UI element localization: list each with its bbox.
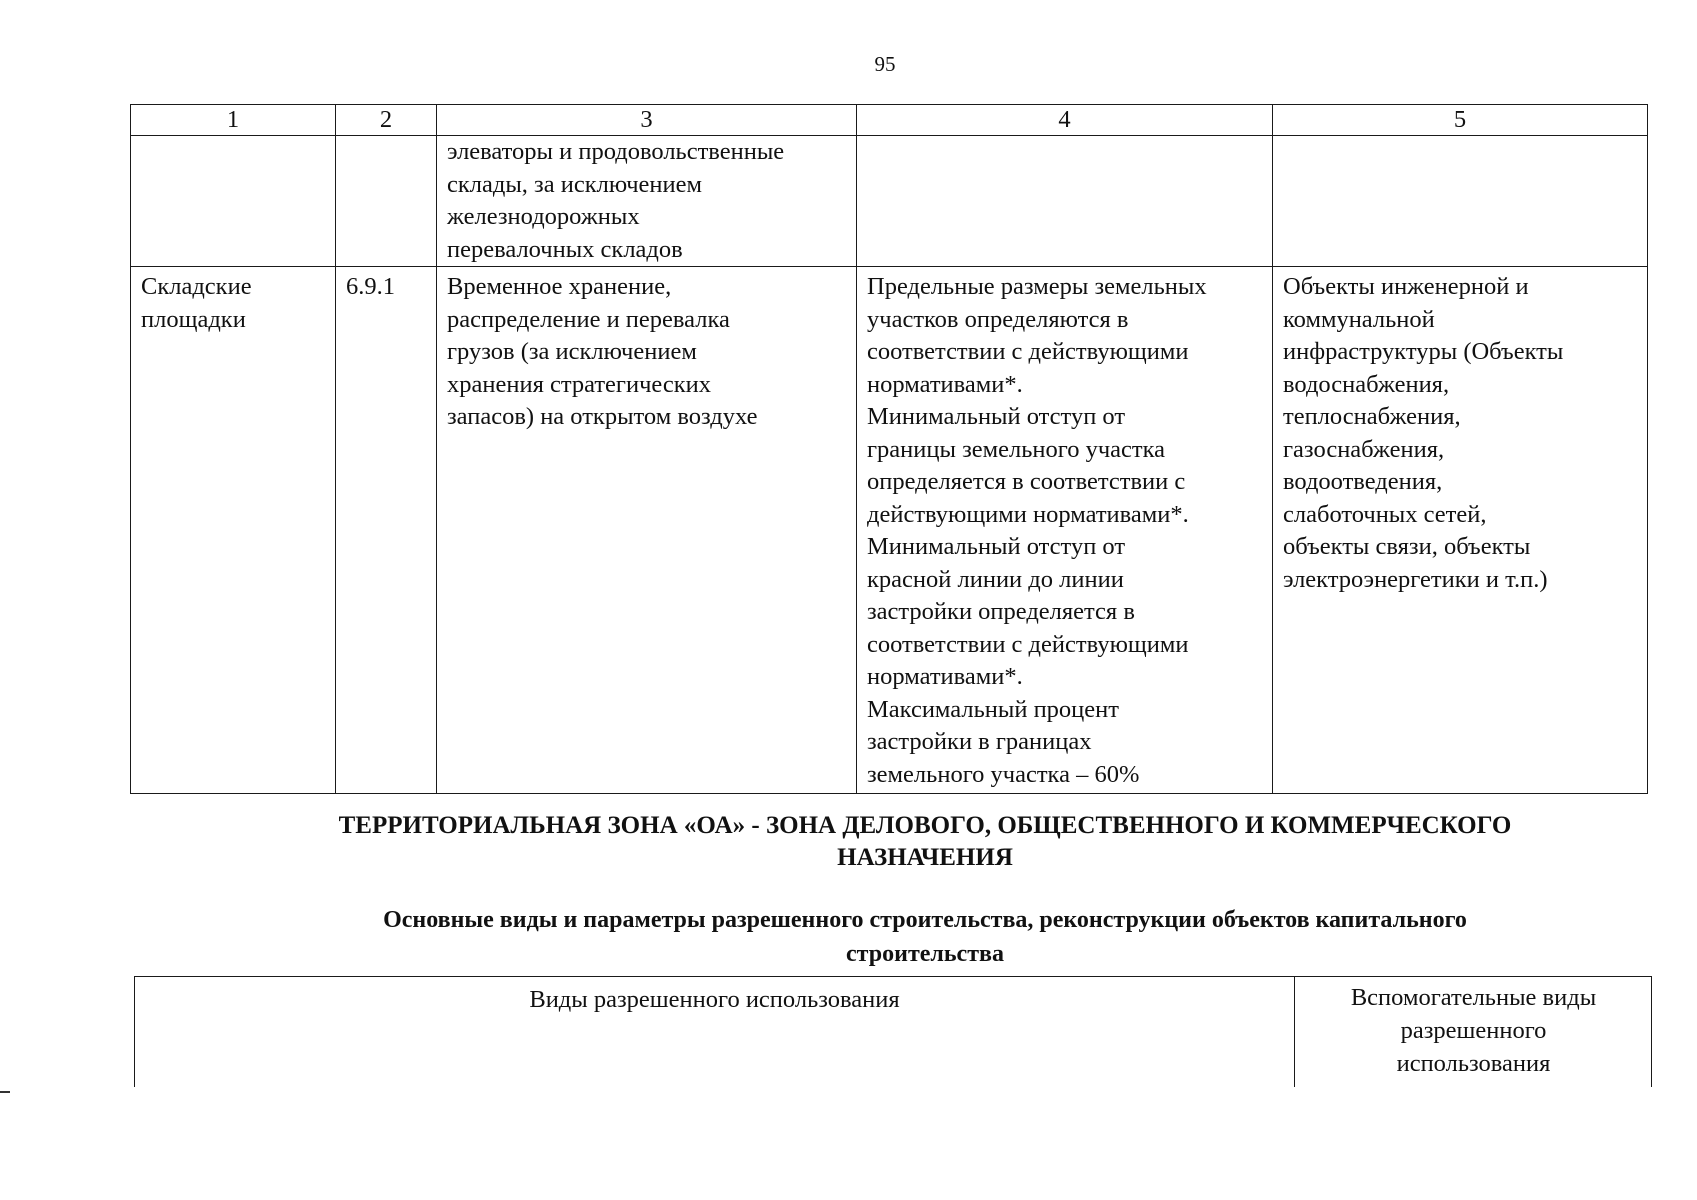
cell-use-code: [336, 136, 437, 267]
cell-auxiliary-uses: [1273, 136, 1648, 267]
column-header-2: 2: [336, 105, 437, 136]
cell-use-description: элеваторы и продовольственные склады, за исключением железнодорожных перевалочных складов: [437, 136, 857, 267]
column-header-1: 1: [131, 105, 336, 136]
cell-use-description: Временное хранение, распределение и перевалка грузов (за исключением хранения стратегических запасов) на открытом воздухе: [437, 267, 857, 794]
section-title: Основные виды и параметры разрешенного строительства, реконструкции объектов капитального строительства: [383, 907, 1467, 967]
main-uses-table: [134, 976, 1652, 1087]
cell-auxiliary-uses: Объекты инженерной и коммунальной инфраструктуры (Объекты водоснабжения, теплоснабжения, газоснабжения, водоотведения, слаботочных сетей, объекты связи, объекты электроэнергетики и т.п.): [1273, 267, 1648, 794]
zone-title: ТЕРРИТОРИАЛЬНАЯ ЗОНА «ОА» - ЗОНА ДЕЛОВОГО, ОБЩЕСТВЕННОГО И КОММЕРЧЕСКОГО НАЗНАЧЕНИЯ: [338, 812, 1512, 871]
cell-use-name: [131, 136, 336, 267]
column-header-permitted-uses: Виды разрешенного использования: [135, 977, 1295, 1087]
cell-use-name: Складские площадки: [131, 267, 336, 794]
permitted-use-table: [130, 104, 1648, 794]
table-header-row: [131, 105, 1648, 136]
cell-parameters: [857, 136, 1273, 267]
column-header-5: 5: [1273, 105, 1648, 136]
table-row: [131, 267, 1648, 794]
cell-parameters: Предельные размеры земельных участков определяются в соответствии с действующими нормативами*. Минимальный отступ от границы земельного участка определяется в соответствии с действующими нормативами*. Минимальный отступ от красной линии до линии застройки определяется в соответствии с действующими нормативами*. Максимальный процент застройки в границах земельного участка – 60%: [857, 267, 1273, 794]
page-number: 95: [874, 52, 896, 76]
column-header-3: 3: [437, 105, 857, 136]
column-header-4: 4: [857, 105, 1273, 136]
table-row: [131, 136, 1648, 267]
cell-use-code: 6.9.1: [336, 267, 437, 794]
margin-mark: [0, 1091, 10, 1093]
column-header-auxiliary-uses: Вспомогательные виды разрешенного использования: [1350, 984, 1597, 1077]
